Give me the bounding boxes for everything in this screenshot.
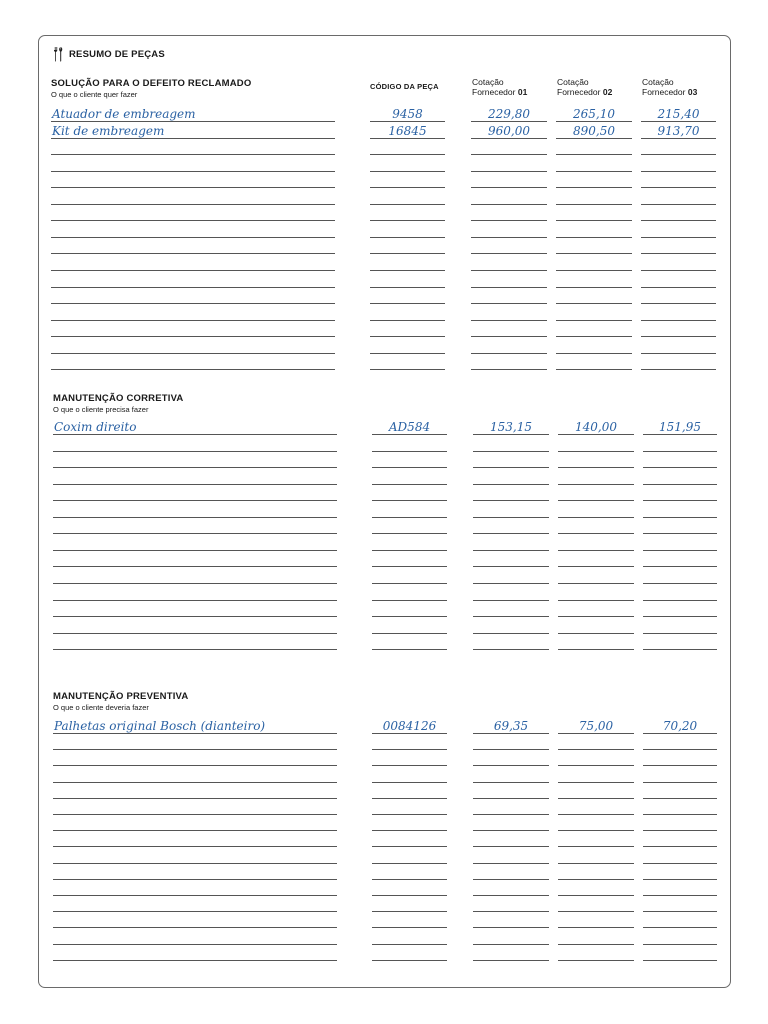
rule-line [558,895,634,896]
rule-line [473,533,549,534]
rule-line [643,863,717,864]
rule-line [558,533,634,534]
rule-line [370,353,445,354]
quote-entry[interactable]: 70,20 [662,719,698,733]
rule-line [53,846,337,847]
rule-line [372,765,447,766]
part-code-entry[interactable]: 9458 [392,107,423,121]
rule-line [51,204,335,205]
rule-line [556,303,632,304]
rule-line [53,533,337,534]
rule-line [558,633,634,634]
rule-line [641,171,716,172]
supplier-02-header [557,77,612,97]
rule-line [370,154,445,155]
rule-line [641,220,716,221]
rule-line [473,649,549,650]
rule-line [53,649,337,650]
rule-line [370,220,445,221]
rule-line [53,616,337,617]
rule-line [53,960,337,961]
rule-line [471,353,547,354]
rule-line [556,287,632,288]
rule-line [53,600,337,601]
rule-line [641,320,716,321]
rule-line [558,814,634,815]
rule-line [643,733,717,734]
rule-line [372,960,447,961]
quote-label: Cotação [642,77,674,87]
rule-line [643,533,717,534]
rule-line [643,500,717,501]
rule-line [558,846,634,847]
rule-line [473,733,549,734]
rule-line [53,566,337,567]
page-header [52,46,165,63]
section-title: MANUTENÇÃO CORRETIVA [53,393,184,404]
rule-line [372,830,447,831]
supplier-number: 02 [602,87,613,97]
rule-line [473,765,549,766]
rule-line [370,204,445,205]
rule-line [53,633,337,634]
rule-line [473,944,549,945]
rule-line [558,467,634,468]
supplier-label: Fornecedor [642,87,686,97]
rule-line [556,253,632,254]
rule-line [556,121,632,122]
rule-line [471,171,547,172]
rule-line [53,749,337,750]
rule-line [558,765,634,766]
rule-line [558,451,634,452]
part-code-entry[interactable]: 0084126 [382,719,437,733]
code-column-header: CÓDIGO DA PEÇA [370,82,439,91]
rule-line [558,600,634,601]
section-subtitle: O que o cliente precisa fazer [53,405,149,414]
rule-line [641,204,716,205]
rule-line [643,879,717,880]
rule-line [473,600,549,601]
rule-line [556,154,632,155]
page-title: RESUMO DE PEÇAS [69,49,165,60]
rule-line [558,434,634,435]
rule-line [641,253,716,254]
rule-line [558,863,634,864]
rule-line [53,814,337,815]
rule-line [51,171,335,172]
rule-line [372,895,447,896]
rule-line [471,220,547,221]
rule-line [556,171,632,172]
rule-line [473,911,549,912]
rule-line [372,814,447,815]
rule-line [643,814,717,815]
part-name-entry[interactable]: Atuador de embreagem [52,107,196,121]
supplier-label: Fornecedor [472,87,516,97]
quote-entry[interactable]: 265,10 [573,107,615,121]
rule-line [471,369,547,370]
rule-line [372,484,447,485]
rule-line [471,237,547,238]
rule-line [643,517,717,518]
rule-line [53,863,337,864]
rule-line [53,879,337,880]
rule-line [556,220,632,221]
rule-line [643,451,717,452]
rule-line [643,944,717,945]
rule-line [473,782,549,783]
supplier-number: 01 [517,87,528,97]
rule-line [370,121,445,122]
rule-line [473,467,549,468]
rule-line [556,336,632,337]
rule-line [473,434,549,435]
rule-line [53,733,337,734]
rule-line [53,765,337,766]
rule-line [473,583,549,584]
rule-line [51,353,335,354]
rule-line [372,600,447,601]
section-subtitle: O que o cliente deveria fazer [53,703,149,712]
rule-line [473,517,549,518]
rule-line [471,187,547,188]
rule-line [643,960,717,961]
quote-entry[interactable]: 229,80 [488,107,530,121]
rule-line [556,237,632,238]
rule-line [643,566,717,567]
rule-line [641,353,716,354]
quote-entry[interactable]: 75,00 [578,719,614,733]
rule-line [643,895,717,896]
quote-entry[interactable]: 913,70 [657,124,700,138]
rule-line [641,287,716,288]
rule-line [556,320,632,321]
part-name-entry[interactable]: Palhetas original Bosch (dianteiro) [54,719,266,733]
rule-line [370,320,445,321]
quote-entry[interactable]: 890,50 [573,124,615,138]
rule-line [473,879,549,880]
rule-line [471,253,547,254]
rule-line [51,237,335,238]
rule-line [556,353,632,354]
section-title: SOLUÇÃO PARA O DEFEITO RECLAMADO [51,78,252,89]
rule-line [643,600,717,601]
rule-line [643,927,717,928]
rule-line [53,944,337,945]
rule-line [372,616,447,617]
rule-line [51,220,335,221]
rule-line [558,484,634,485]
rule-line [372,863,447,864]
rule-line [473,616,549,617]
rule-line [372,500,447,501]
supplier-label: Fornecedor [557,87,601,97]
rule-line [51,303,335,304]
rule-line [51,320,335,321]
rule-line [372,782,447,783]
rule-line [558,782,634,783]
rule-line [471,204,547,205]
rule-line [53,484,337,485]
rule-line [473,633,549,634]
quote-entry[interactable]: 69,35 [493,719,529,733]
rule-line [471,287,547,288]
rule-line [372,550,447,551]
rule-line [51,154,335,155]
rule-line [370,187,445,188]
quote-label: Cotação [472,77,504,87]
rule-line [471,320,547,321]
rule-line [370,336,445,337]
part-code-entry[interactable]: AD584 [388,420,431,434]
rule-line [641,336,716,337]
rule-line [372,649,447,650]
quote-entry[interactable]: 960,00 [488,124,530,138]
rule-line [473,550,549,551]
section-title: MANUTENÇÃO PREVENTIVA [53,691,189,702]
rule-line [53,798,337,799]
part-name-entry[interactable]: Coxim direito [54,420,137,434]
rule-line [643,765,717,766]
rule-line [558,798,634,799]
rule-line [372,451,447,452]
rule-line [641,121,716,122]
rule-line [473,749,549,750]
rule-line [51,121,335,122]
rule-line [558,944,634,945]
rule-line [370,270,445,271]
rule-line [641,237,716,238]
rule-line [643,583,717,584]
rule-line [556,369,632,370]
quote-entry[interactable]: 140,00 [575,420,617,434]
rule-line [51,253,335,254]
rule-line [473,451,549,452]
rule-line [643,550,717,551]
rule-line [641,154,716,155]
rule-line [372,927,447,928]
rule-line [473,814,549,815]
rule-line [473,500,549,501]
rule-line [372,467,447,468]
rule-line [370,253,445,254]
rule-line [558,879,634,880]
rule-line [53,500,337,501]
rule-line [558,749,634,750]
rule-line [558,733,634,734]
rule-line [643,633,717,634]
rule-line [372,733,447,734]
rule-line [643,649,717,650]
rule-line [558,517,634,518]
rule-line [53,434,337,435]
rule-line [558,960,634,961]
rule-line [372,583,447,584]
rule-line [53,517,337,518]
rule-line [372,944,447,945]
rule-line [556,270,632,271]
rule-line [558,911,634,912]
rule-line [558,830,634,831]
rule-line [558,550,634,551]
rule-line [473,927,549,928]
rule-line [643,782,717,783]
rule-line [51,270,335,271]
rule-line [556,204,632,205]
quote-entry[interactable]: 153,15 [490,420,532,434]
rule-line [558,616,634,617]
rule-line [471,154,547,155]
rule-line [53,782,337,783]
rule-line [53,451,337,452]
rule-line [372,533,447,534]
rule-line [53,583,337,584]
rule-line [372,566,447,567]
rule-line [471,138,547,139]
rule-line [643,616,717,617]
rule-line [558,500,634,501]
rule-line [473,863,549,864]
rule-line [471,303,547,304]
rule-line [51,336,335,337]
rule-line [372,633,447,634]
rule-line [370,138,445,139]
rule-line [643,467,717,468]
rule-line [53,911,337,912]
rule-line [643,434,717,435]
part-name-entry[interactable]: Kit de embreagem [52,124,165,138]
rule-line [558,566,634,567]
rule-line [370,287,445,288]
section-subtitle: O que o cliente quer fazer [51,90,138,99]
rule-line [370,171,445,172]
rule-line [372,517,447,518]
rule-line [643,911,717,912]
rule-line [643,484,717,485]
tools-icon [52,46,64,63]
rule-line [471,336,547,337]
rule-line [51,287,335,288]
rule-line [641,369,716,370]
part-code-entry[interactable]: 16845 [388,124,427,138]
supplier-01-header [472,77,527,97]
rule-line [370,303,445,304]
supplier-03-header [642,77,697,97]
rule-line [643,830,717,831]
rule-line [643,846,717,847]
quote-entry[interactable]: 151,95 [659,420,701,434]
rule-line [471,270,547,271]
rule-line [370,237,445,238]
rule-line [53,550,337,551]
rule-line [558,583,634,584]
rule-line [372,749,447,750]
rule-line [53,927,337,928]
rule-line [53,830,337,831]
quote-label: Cotação [557,77,589,87]
rule-line [556,138,632,139]
rule-line [556,187,632,188]
rule-line [372,798,447,799]
rule-line [372,846,447,847]
rule-line [473,895,549,896]
rule-line [372,434,447,435]
quote-entry[interactable]: 215,40 [657,107,700,121]
rule-line [471,121,547,122]
rule-line [53,895,337,896]
rule-line [558,927,634,928]
rule-line [641,303,716,304]
rule-line [558,649,634,650]
rule-line [370,369,445,370]
rule-line [641,187,716,188]
rule-line [643,749,717,750]
rule-line [473,830,549,831]
rule-line [473,846,549,847]
rule-line [473,798,549,799]
rule-line [641,270,716,271]
rule-line [53,467,337,468]
supplier-number: 03 [687,87,698,97]
rule-line [372,879,447,880]
rule-line [51,369,335,370]
rule-line [643,798,717,799]
rule-line [473,484,549,485]
rule-line [372,911,447,912]
rule-line [51,187,335,188]
rule-line [473,566,549,567]
rule-line [473,960,549,961]
rule-line [641,138,716,139]
rule-line [51,138,335,139]
